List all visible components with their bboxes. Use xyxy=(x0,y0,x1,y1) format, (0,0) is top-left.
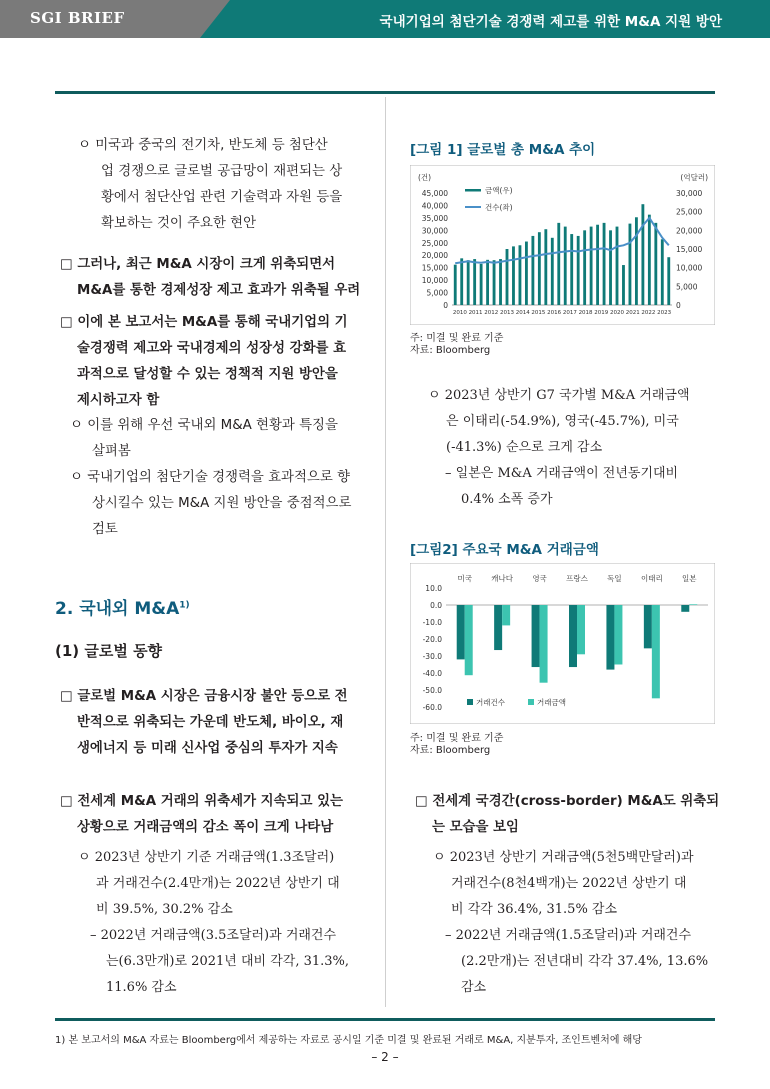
right-unit-label: (억달러) xyxy=(680,173,708,182)
figure2-title: [그림2] 주요국 M&A 거래금액 xyxy=(410,542,599,558)
y-tick-label: -30.0 xyxy=(422,652,442,661)
amount-bar xyxy=(480,264,483,305)
legend-count-swatch xyxy=(467,699,473,705)
legend-bar-label: 금액(우) xyxy=(485,186,513,195)
amount-bar xyxy=(486,260,489,305)
figure2-source: 자료: Bloomberg xyxy=(410,745,491,756)
amount-bar xyxy=(609,230,612,305)
text-line: ㅇ 이를 위해 우선 국내외 M&A 현황과 특징을 xyxy=(70,418,338,433)
bottom-divider xyxy=(55,1018,715,1021)
left-tick-label: 5,000 xyxy=(426,288,448,298)
amount-bar xyxy=(499,259,502,305)
right-tick-label: 10,000 xyxy=(676,263,703,273)
right-tick-label: 0 xyxy=(676,301,681,310)
subsection-title: (1) 글로벌 동향 xyxy=(55,642,163,660)
right-tick-label: 30,000 xyxy=(676,189,703,198)
text-line: 과적으로 달성할 수 있는 정책적 지원 방안을 xyxy=(77,367,338,382)
amount-bar xyxy=(652,605,660,698)
amount-bar xyxy=(635,217,638,305)
text-line: 검토 xyxy=(92,522,118,537)
text-line: (-41.3%) 순으로 크게 감소 xyxy=(446,440,603,455)
brand-label: SGI BRIEF xyxy=(30,9,125,27)
column-divider xyxy=(385,97,386,1007)
amount-bar xyxy=(614,605,622,665)
document-title: 국내기업의 첨단기술 경쟁력 제고를 위한 M&A 지원 방안 xyxy=(379,14,722,30)
left-tick-label: 15,000 xyxy=(421,263,448,273)
y-tick-label: -60.0 xyxy=(422,703,442,712)
figure1-notes xyxy=(410,333,503,357)
text-line: □ 그러나, 최근 M&A 시장이 크게 위축되면서 xyxy=(60,257,336,272)
left-tick-label: 40,000 xyxy=(421,201,448,211)
text-line: □ 글로벌 M&A 시장은 금융시장 불안 등으로 전 xyxy=(60,689,348,704)
text-line: 살펴봄 xyxy=(92,444,131,459)
text-line: 제시하고자 함 xyxy=(77,393,160,408)
amount-bar xyxy=(493,260,496,305)
text-line: 황에서 첨단산업 관련 기술력과 자원 등을 xyxy=(101,190,343,205)
left-paragraph-9 xyxy=(90,923,349,1001)
text-line: M&A를 통한 경제성장 제고 효과가 위축될 우려 xyxy=(77,283,361,298)
amount-bar xyxy=(519,245,522,305)
x-tick-label: 2010 xyxy=(452,310,467,316)
right-paragraph-2 xyxy=(445,461,678,513)
count-bar xyxy=(569,605,577,667)
text-line: 감소 xyxy=(461,980,487,995)
amount-bar xyxy=(512,246,515,305)
category-label: 프랑스 xyxy=(566,574,588,583)
amount-bar xyxy=(531,236,534,305)
legend-line-label: 건수(좌) xyxy=(485,203,513,212)
text-line: ㅇ 2023년 상반기 기준 거래금액(1.3조달러) xyxy=(78,850,335,865)
left-tick-label: 35,000 xyxy=(421,213,448,223)
text-line: 거래건수(8천4백개)는 2022년 상반기 대 xyxy=(451,876,687,891)
amount-bar xyxy=(564,227,567,305)
amount-bar xyxy=(557,223,560,305)
x-tick-label: 2014 xyxy=(515,310,530,316)
count-bar xyxy=(532,605,540,667)
amount-bar xyxy=(616,227,619,305)
text-line: 는 모습을 보임 xyxy=(432,820,519,835)
right-paragraph-4 xyxy=(433,845,694,923)
amount-bar xyxy=(603,223,606,305)
amount-bar xyxy=(661,239,664,305)
amount-bar xyxy=(654,223,657,305)
amount-bar xyxy=(540,605,548,683)
figure1-title: [그림 1] 글로벌 총 M&A 추이 xyxy=(410,142,596,158)
amount-bar xyxy=(641,204,644,305)
left-tick-label: 10,000 xyxy=(421,276,448,286)
x-tick-label: 2021 xyxy=(625,310,640,316)
x-tick-label: 2012 xyxy=(484,310,499,316)
left-tick-label: 45,000 xyxy=(421,189,448,198)
category-label: 독일 xyxy=(607,574,622,583)
category-label: 캐나다 xyxy=(491,574,514,583)
amount-bar xyxy=(460,258,463,305)
text-line: (2.2만개)는 전년대비 각각 37.4%, 13.6% xyxy=(461,954,709,969)
x-tick-label: 2011 xyxy=(468,310,483,316)
count-bar xyxy=(494,605,502,650)
text-line: ㅇ 2023년 상반기 거래금액(5천5백만달러)과 xyxy=(433,850,694,865)
amount-bar xyxy=(577,605,585,654)
x-tick-label: 2023 xyxy=(657,310,672,316)
y-tick-label: -20.0 xyxy=(422,635,442,644)
left-paragraph-2 xyxy=(60,252,360,304)
text-line: 0.4% 소폭 증가 xyxy=(461,492,553,507)
text-line: 은 이태리(-54.9%), 영국(-45.7%), 미국 xyxy=(446,414,679,429)
text-line: 상황으로 거래금액의 감소 폭이 크게 나타남 xyxy=(77,820,334,835)
figure2-notes xyxy=(410,733,503,757)
count-bar xyxy=(681,605,689,612)
category-label: 미국 xyxy=(457,574,472,583)
y-tick-label: -50.0 xyxy=(422,686,442,695)
right-paragraph-3 xyxy=(415,789,719,841)
text-line: 업 경쟁으로 글로벌 공급망이 재편되는 상 xyxy=(101,164,343,179)
text-line: 확보하는 것이 주요한 현안 xyxy=(101,216,257,231)
left-unit-label: (건) xyxy=(418,173,432,182)
left-tick-label: 0 xyxy=(443,301,448,310)
figure2-chart xyxy=(410,563,715,724)
text-line: □ 전세계 국경간(cross-border) M&A도 위축되 xyxy=(415,794,720,809)
amount-bar xyxy=(538,232,541,305)
text-line: – 2022년 거래금액(1.5조달러)과 거래건수 xyxy=(445,928,692,943)
y-tick-label: 10.0 xyxy=(425,584,442,593)
count-bar xyxy=(457,605,465,659)
text-line: ㅇ 2023년 상반기 G7 국가별 M&A 거래금액 xyxy=(428,388,690,403)
amount-bar xyxy=(544,229,547,305)
category-label: 이태리 xyxy=(640,574,663,583)
text-line: ㅇ 국내기업의 첨단기술 경쟁력을 효과적으로 향 xyxy=(70,470,350,485)
footnote: 1) 본 보고서의 M&A 자료는 Bloomberg에서 제공하는 자료로 공시일 기준 미결 및 완료된 거래로 M&A, 지분투자, 조인트벤처에 해당 xyxy=(55,1035,642,1046)
amount-bar xyxy=(689,604,697,605)
left-paragraph-1 xyxy=(78,133,342,237)
amount-bar xyxy=(570,234,573,305)
amount-bar xyxy=(622,265,625,305)
amount-bar xyxy=(465,605,473,675)
text-line: ㅇ 미국과 중국의 전기차, 반도체 등 첨단산 xyxy=(78,138,328,153)
amount-bar xyxy=(551,238,554,305)
section-title xyxy=(55,594,190,619)
right-paragraph-1 xyxy=(428,383,690,461)
x-tick-label: 2022 xyxy=(641,310,656,316)
category-label: 일본 xyxy=(682,574,697,583)
amount-bar xyxy=(502,605,510,625)
text-line: 반적으로 위축되는 가운데 반도체, 바이오, 재 xyxy=(77,715,344,730)
text-line: 술경쟁력 제고와 국내경제의 성장성 강화를 효 xyxy=(77,341,347,356)
text-line: 비 39.5%, 30.2% 감소 xyxy=(96,902,233,917)
legend-bar-swatch xyxy=(465,189,481,192)
left-tick-label: 30,000 xyxy=(421,226,448,236)
figure1-chart xyxy=(410,165,715,325)
legend-amount-swatch xyxy=(528,699,534,705)
right-tick-label: 25,000 xyxy=(676,207,703,217)
x-tick-label: 2019 xyxy=(594,310,609,316)
amount-bar xyxy=(596,225,599,305)
x-tick-label: 2013 xyxy=(500,310,514,316)
figure1-note: 주: 미결 및 완료 기준 xyxy=(410,333,504,344)
x-tick-label: 2016 xyxy=(547,310,562,316)
amount-bar xyxy=(583,230,586,305)
legend-count-label: 거래건수 xyxy=(476,698,505,707)
x-tick-label: 2018 xyxy=(578,310,593,316)
text-line: □ 이에 본 보고서는 M&A를 통해 국내기업의 기 xyxy=(60,315,348,330)
amount-bar xyxy=(590,227,593,305)
figure2-note: 주: 미결 및 완료 기준 xyxy=(410,733,504,744)
amount-bar xyxy=(577,236,580,305)
amount-bar xyxy=(525,242,528,305)
left-paragraph-7 xyxy=(60,789,343,841)
left-paragraph-6 xyxy=(60,684,348,762)
text-line: 비 각각 36.4%, 31.5% 감소 xyxy=(451,902,618,917)
footnote-marker: 1) xyxy=(179,600,190,611)
amount-bar xyxy=(473,259,476,305)
text-line: – 2022년 거래금액(3.5조달러)과 거래건수 xyxy=(90,928,337,943)
amount-bar xyxy=(506,249,509,305)
x-tick-label: 2017 xyxy=(562,310,577,316)
figure1-source: 자료: Bloomberg xyxy=(410,345,491,356)
x-tick-label: 2015 xyxy=(531,310,546,316)
text-line: □ 전세계 M&A 거래의 위축세가 지속되고 있는 xyxy=(60,794,343,809)
text-line: 11.6% 감소 xyxy=(106,980,177,995)
count-bar xyxy=(606,605,614,670)
right-tick-label: 15,000 xyxy=(676,245,703,254)
legend-amount-label: 거래금액 xyxy=(537,698,566,707)
right-tick-label: 20,000 xyxy=(676,226,703,236)
y-tick-label: 0.0 xyxy=(430,601,442,610)
text-line: 생에너지 등 미래 신사업 중심의 투자가 지속 xyxy=(77,741,338,756)
category-label: 영국 xyxy=(532,574,547,583)
left-paragraph-4 xyxy=(70,413,338,465)
right-paragraph-5 xyxy=(445,923,708,1001)
y-tick-label: -40.0 xyxy=(422,669,442,678)
amount-bar xyxy=(667,257,670,305)
left-paragraph-8 xyxy=(78,845,340,923)
page-number: – 2 – xyxy=(371,1050,399,1064)
right-tick-label: 5,000 xyxy=(676,282,698,292)
count-bar xyxy=(644,605,652,648)
section-title-text: 2. 국내외 M&A xyxy=(55,599,180,619)
x-tick-label: 2020 xyxy=(610,310,624,316)
amount-bar xyxy=(454,265,457,305)
amount-bar xyxy=(467,260,470,305)
left-tick-label: 20,000 xyxy=(421,251,448,261)
amount-bar xyxy=(629,224,632,305)
left-paragraph-3 xyxy=(60,310,348,414)
text-line: 는(6.3만개)로 2021년 대비 각각, 31.3%, xyxy=(106,954,350,969)
amount-bar xyxy=(648,215,651,305)
text-line: 과 거래건수(2.4만개)는 2022년 상반기 대 xyxy=(96,876,340,891)
left-tick-label: 25,000 xyxy=(421,238,448,248)
top-divider xyxy=(55,91,715,94)
text-line: – 일본은 M&A 거래금액이 전년동기대비 xyxy=(445,466,679,481)
left-paragraph-5 xyxy=(70,465,351,543)
y-tick-label: -10.0 xyxy=(422,618,442,627)
text-line: 상시킬수 있는 M&A 지원 방안을 중점적으로 xyxy=(92,496,352,511)
